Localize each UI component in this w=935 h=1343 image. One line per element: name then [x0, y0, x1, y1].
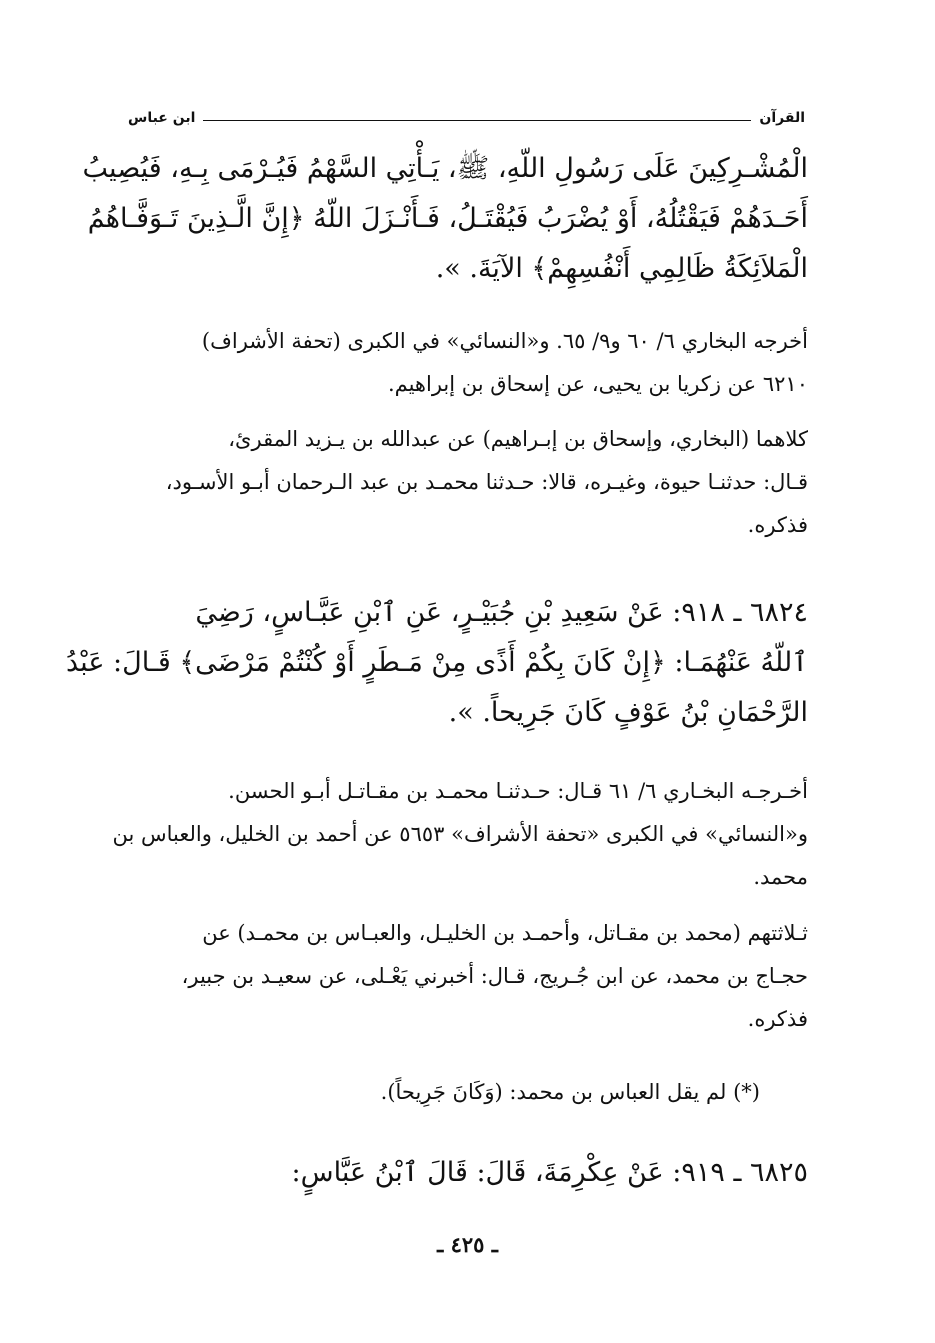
takhrij-917-paragraph-2: [128, 418, 808, 547]
header-rule: [203, 120, 751, 121]
text-line: ٦٨٢٤ ـ ٩١٨: عَنْ سَعِيدِ بْنِ جُبَيْـرٍ، عَنِ ٱبْنِ عَبَّـاسٍ، رَضِيَ: [195, 597, 808, 628]
text-line: أخرجه البخاري ٦/ ٦٠ و٩/ ٦٥. و«النسائي» في الكبرى (تحفة الأشراف): [201, 329, 808, 353]
takhrij-918-paragraph-1: [112, 770, 808, 899]
takhrij-917-paragraph-1: [128, 320, 808, 406]
takhrij-918-paragraph-2: [128, 912, 808, 1041]
text-line: حجـاج بن محمد، عن ابن جُـريج، قـال: أخبرني يَعْـلى، عن سعيـد بن جبير،: [181, 964, 808, 988]
text-line: الْمُشْـرِكِينَ عَلَى رَسُولِ اللّهِ، ﷺ، يَـأْتِي السَّهْمُ فَيُـرْمَى بِـهِ، فَيُصِيبُ: [82, 153, 808, 184]
text-line: أخـرجـه البخـاري ٦/ ٦١ قـال: حـدثنـا محمـد بن مقـاتـل أبـو الحسن.: [228, 779, 808, 803]
page-number: ـ ٤٢٥ ـ: [437, 1232, 498, 1257]
text-line: فذكره.: [747, 513, 808, 537]
footnote: (*) لم يقل العباس بن محمد: (وَكَانَ جَرِيحاً).: [380, 1080, 760, 1104]
text-line: الرَّحْمَانِ بْنُ عَوْفٍ كَانَ جَرِيحاً. ».: [448, 697, 808, 728]
text-line: فذكره.: [747, 1007, 808, 1031]
text-line: أَحَـدَهُمْ فَيَقْتُلُهُ، أَوْ يُضْرَبُ فَيُقْتَـلُ، فَـأَنْـزَلَ اللّهُ ﴿إِنَّ الَّـذِينَ تَـوَفَّـاهُمُ: [87, 203, 808, 234]
hadith-919-start: [128, 1148, 808, 1198]
hadith-917-text: [82, 144, 808, 294]
hadith-918-text: [66, 588, 808, 738]
text-line: ٦٢١٠ عن زكريا بن يحيى، عن إسحاق بن إبراهيم.: [387, 372, 808, 396]
text-line: الْمَلاَئِكَةُ ظَالِمِي أَنْفُسِهِمْ﴾ الآيَةَ. ».: [435, 253, 808, 284]
text-line: محمد.: [753, 865, 808, 889]
text-line: ٱللّهُ عَنْهُمَـا: ﴿إِنْ كَانَ بِكُمْ أَذًى مِنْ مَـطَرٍ أَوْ كُنْتُمْ مَرْضَى﴾ قَـالَ: عَبْدُ: [66, 647, 808, 678]
header-companion-name: ابن عباس: [128, 110, 196, 126]
text-line: ٦٨٢٥ ـ ٩١٩: عَنْ عِكْرِمَةَ، قَالَ: قَالَ ٱبْنُ عَبَّاسٍ:: [291, 1157, 808, 1188]
text-line: و«النسائي» في الكبرى «تحفة الأشراف» ٥٦٥٣ عن أحمد بن الخليل، والعباس بن: [112, 822, 808, 846]
text-line: ثـلاثتهم (محمد بن مقـاتل، وأحمـد بن الخليـل، والعبـاس بن محمـد) عن: [202, 921, 808, 945]
text-line: قـال: حدثنـا حيوة، وغيـره، قالا: حـدثنا محمـد بن عبد الـرحمان أبـو الأسـود،: [165, 470, 808, 494]
text-line: كلاهما (البخاري، وإسحاق بن إبـراهيم) عن عبدالله بن يـزيد المقرئ،: [228, 427, 808, 451]
running-header: [128, 100, 805, 126]
header-book-title: القرآن: [759, 110, 805, 126]
